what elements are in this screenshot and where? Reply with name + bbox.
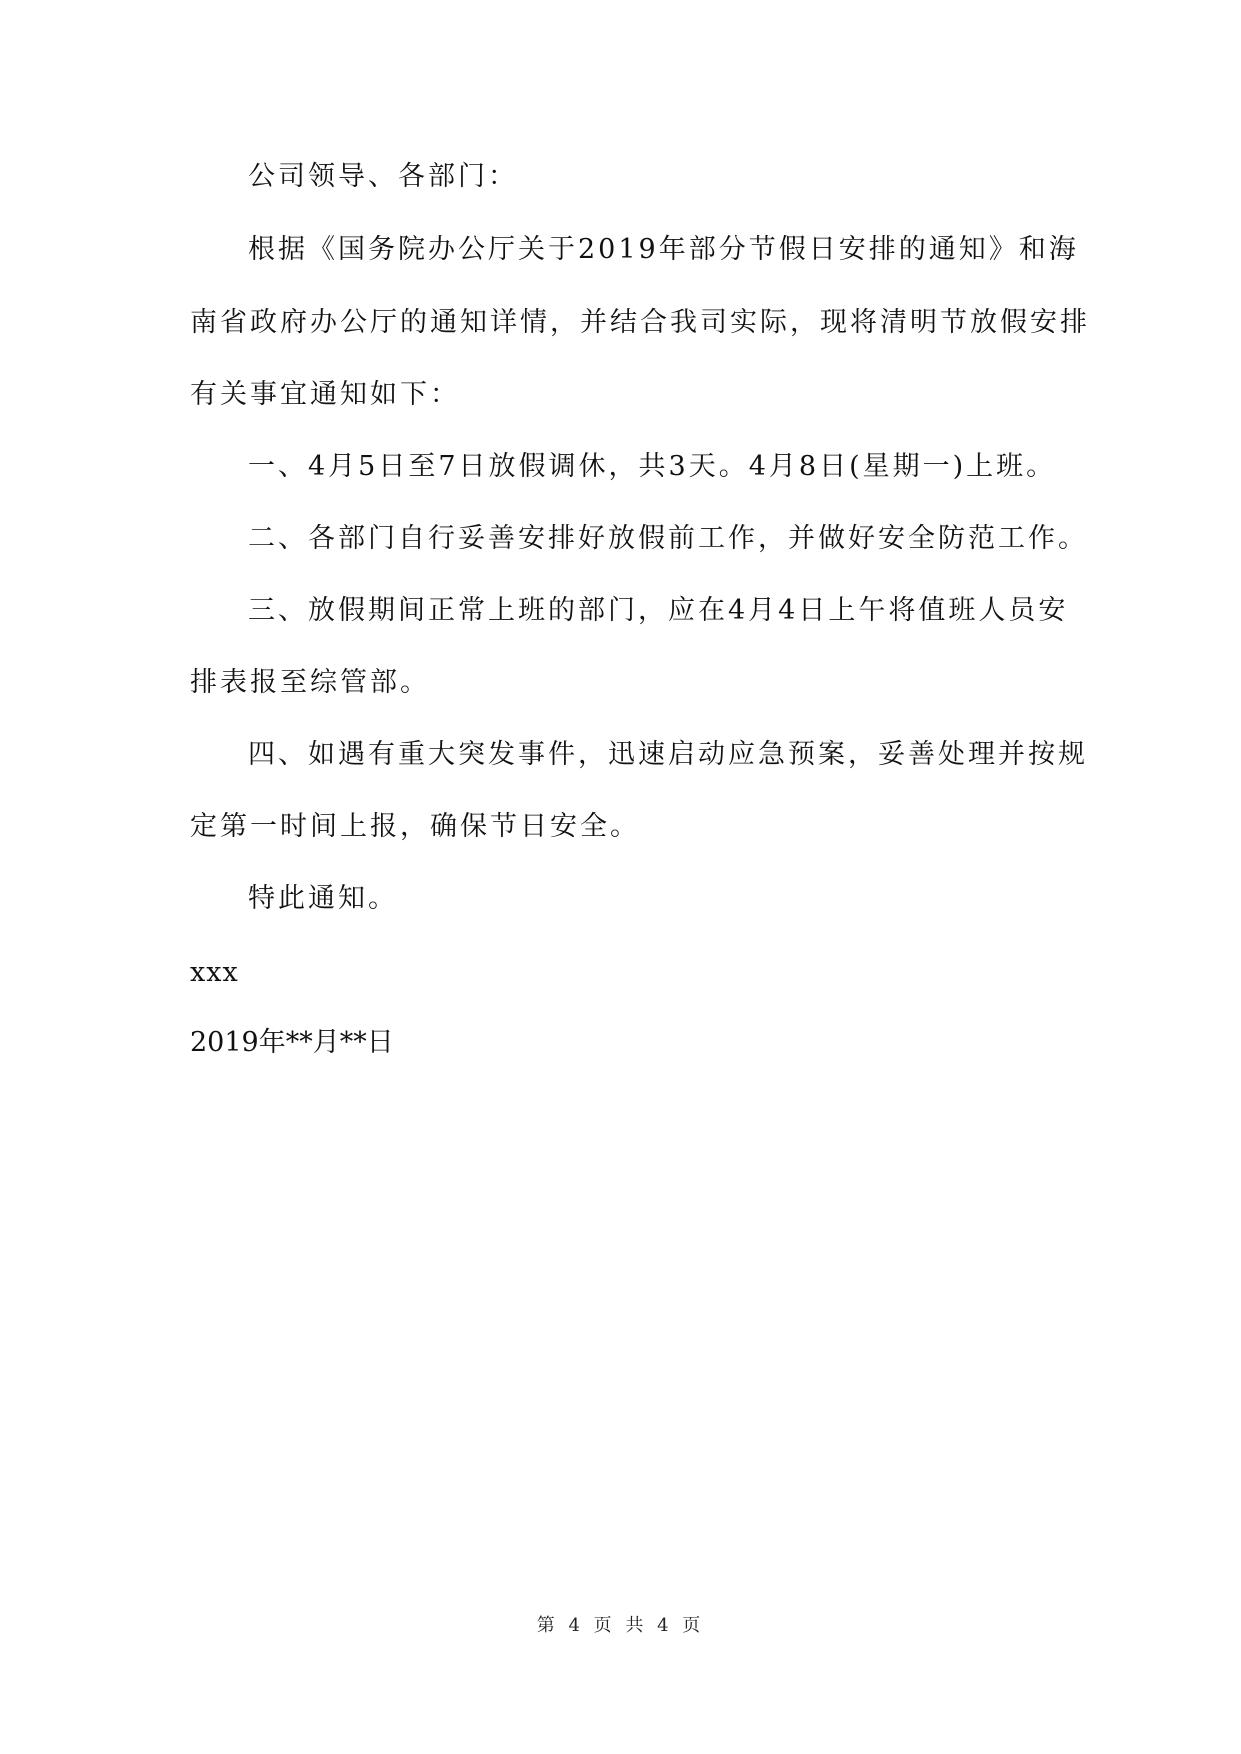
signature-date: 2019年**月**日 xyxy=(190,1027,394,1058)
item-4-line-1: 四、如遇有重大突发事件，迅速启动应急预案，妥善处理并按规 xyxy=(248,739,1088,770)
intro-line-2: 南省政府办公厅的通知详情，并结合我司实际，现将清明节放假安排 xyxy=(190,307,1090,338)
signature-name: xxx xyxy=(190,957,239,988)
intro-line-1: 根据《国务院办公厅关于2019年部分节假日安排的通知》和海 xyxy=(248,234,1079,265)
intro-line-3: 有关事宜通知如下： xyxy=(190,379,460,410)
item-3-line-2: 排表报至综管部。 xyxy=(190,667,430,698)
item-1: 一、4月5日至7日放假调休，共3天。4月8日(星期一)上班。 xyxy=(248,451,1057,482)
page-footer: 第 4 页 共 4 页 xyxy=(536,1615,705,1636)
item-2: 二、各部门自行妥善安排好放假前工作，并做好安全防范工作。 xyxy=(248,523,1088,554)
item-3-line-1: 三、放假期间正常上班的部门，应在4月4日上午将值班人员安 xyxy=(248,595,1069,626)
salutation: 公司领导、各部门： xyxy=(248,161,518,192)
closing-text: 特此通知。 xyxy=(248,883,398,914)
item-4-line-2: 定第一时间上报，确保节日安全。 xyxy=(190,811,640,842)
